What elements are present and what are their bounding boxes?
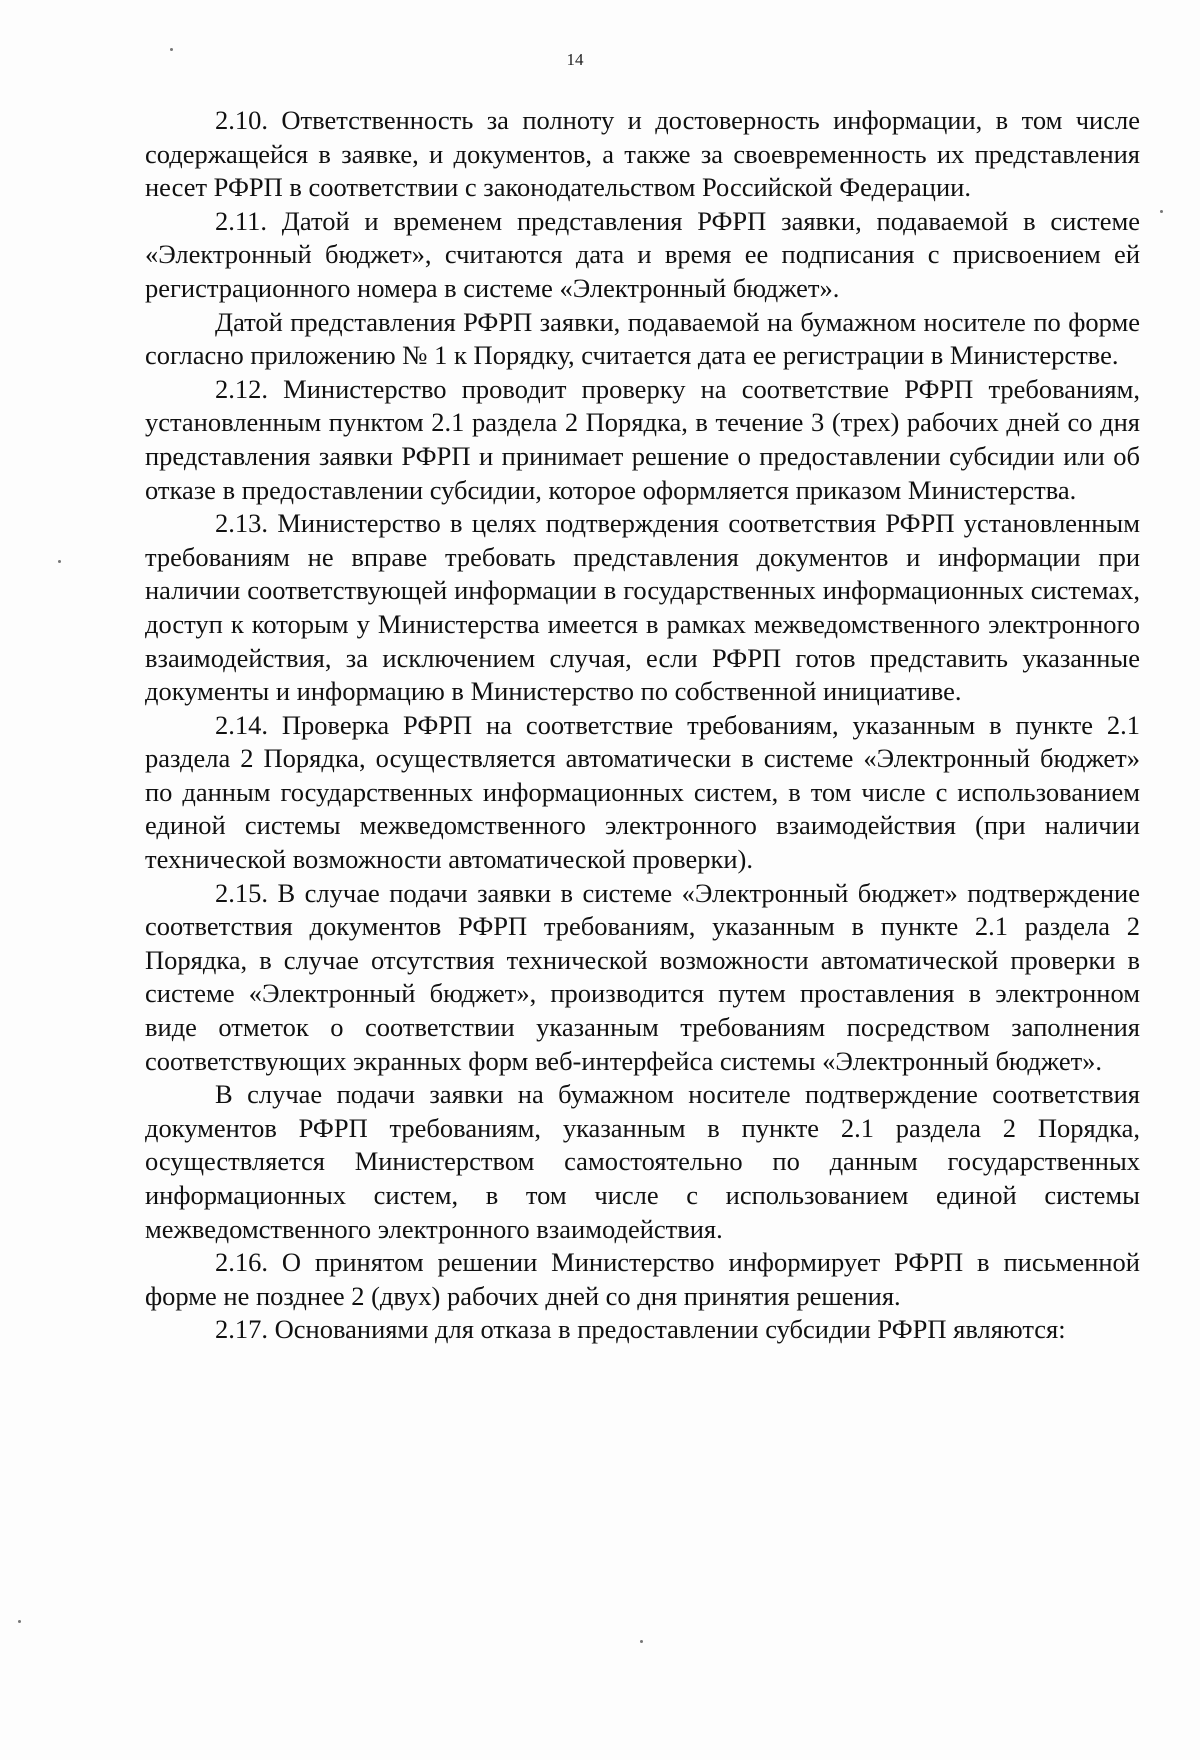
paragraph-2-15: 2.15. В случае подачи заявки в системе «Электронный бюджет» подтверждение соответствия документов РФРП требованиям, указанным в пункте 2.1 раздела 2 Порядка, в случае отсутствия технической возможности автоматической проверки в системе «Электронный бюджет», производится путем проставления в электронном виде отметок о соответствии указанным требованиям посредством заполнения соответствующих экранных форм веб-интерфейса системы «Электронный бюджет». [145, 877, 1140, 1076]
paragraph-2-13: 2.13. Министерство в целях подтверждения соответствия РФРП установленным требованиям не вправе требовать представления документов и информации при наличии соответствующей информации в государственных информационных системах, доступ к которым у Министерства имеется в рамках межведомственного электронного взаимодействия, за исключением случая, если РФРП готов представить указанные документы и информацию в Министерство по собственной инициативе. [145, 508, 1140, 707]
paragraph-2-15-paper: В случае подачи заявки на бумажном носителе подтверждение соответствия документов РФРП требованиям, указанным в пункте 2.1 раздела 2 Порядка, осуществляется Министерством самостоятельно по данным государственных информационных систем, в том числе с использованием единой системы межведомственного электронного взаимодействия. [145, 1079, 1140, 1244]
paragraph-2-12: 2.12. Министерство проводит проверку на соответствие РФРП требованиям, установленным пунктом 2.1 раздела 2 Порядка, в течение 3 (трех) рабочих дней со дня представления заявки РФРП и принимает решение о предоставлении субсидии или об отказе в предоставлении субсидии, которое оформляется приказом Министерства. [145, 373, 1140, 505]
page-number: 14 [566, 50, 584, 69]
scan-speck [170, 48, 173, 51]
paragraph-2-11-paper: Датой представления РФРП заявки, подаваемой на бумажном носителе по форме согласно приложению № 1 к Порядку, считается дата ее регистрации в Министерстве. [145, 306, 1140, 371]
scan-speck [18, 1620, 21, 1623]
paragraph-2-14: 2.14. Проверка РФРП на соответствие требованиям, указанным в пункте 2.1 раздела 2 Порядка, осуществляется автоматически в системе «Электронный бюджет» по данным государственных информационных систем, в том числе с использованием единой системы межведомственного электронного взаимодействия (при наличии технической возможности автоматической проверки). [145, 709, 1140, 875]
paragraph-2-17: 2.17. Основаниями для отказа в предоставлении субсидии РФРП являются: [215, 1314, 1066, 1345]
document-body [145, 104, 1140, 1347]
paragraph-2-11: 2.11. Датой и временем представления РФРП заявки, подаваемой в системе «Электронный бюджет», считаются дата и время ее подписания с присвоением ей регистрационного номера в системе «Электронный бюджет». [145, 205, 1140, 303]
scan-speck [58, 560, 61, 563]
scan-speck [640, 1640, 643, 1643]
paragraph-2-16: 2.16. О принятом решении Министерство информирует РФРП в письменной форме не позднее 2 (двух) рабочих дней со дня принятия решения. [145, 1247, 1140, 1311]
scan-speck [1160, 210, 1163, 213]
paragraph-2-10: 2.10. Ответственность за полноту и достоверность информации, в том числе содержащейся в заявке, и документов, а также за своевременность их представления несет РФРП в соответствии с законодательством Российской Федерации. [145, 105, 1140, 203]
